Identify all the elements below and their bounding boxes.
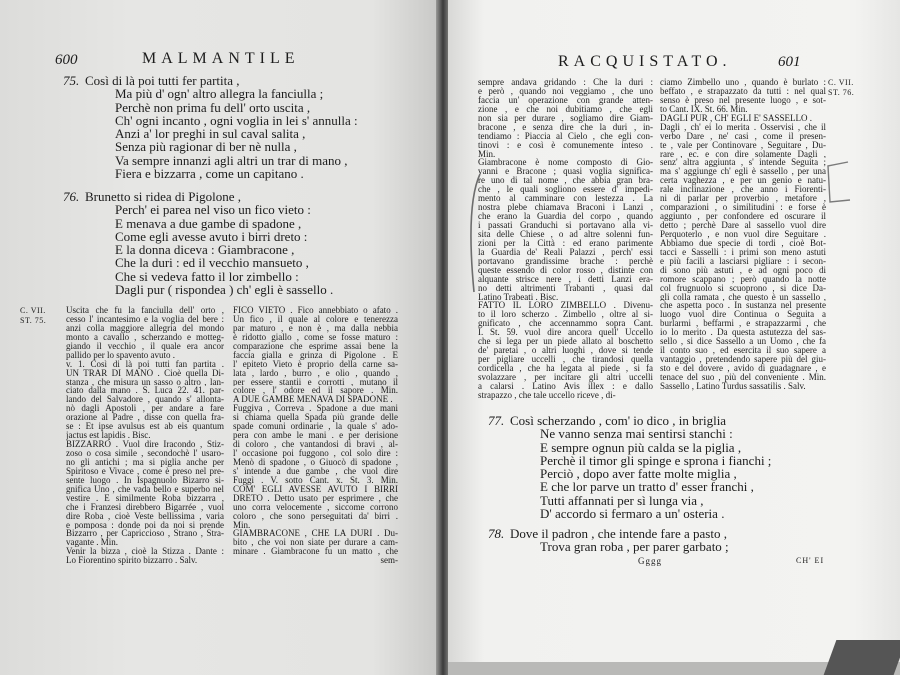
margin-ref-stanza: ST. 75. <box>20 316 47 325</box>
signature-mark: Gggg <box>638 556 662 566</box>
note-line: Spiritoso e Vivace , come è preso nel pre- <box>66 466 224 476</box>
note-line: il conto suo , ed esercita il suo sapere a <box>660 346 826 356</box>
note-line: to il loro scherzo . Zimbello , oltre al si- <box>478 310 653 320</box>
verse-line: Che la duri : ed il vecchio mansueto , <box>115 255 309 271</box>
stanza-77 <box>488 413 772 522</box>
note-line: Latino Trabeati . Bisc. <box>478 292 559 302</box>
note-line: Bizzarro , per Capriccioso , Strano , Stra- <box>66 529 224 539</box>
pencil-margin-mark <box>458 170 488 300</box>
note-line: la Guardia de' Reali Palazzi , perch' essi <box>478 247 653 257</box>
verse-line: Così di là poi tutti fer partita , <box>85 73 240 88</box>
note-line: tacci e Sasselli : i primi son meno astuti <box>660 247 826 257</box>
margin-ref-canto: C. VII. <box>20 306 46 315</box>
note-line: comparazione che esprime assai bene la <box>233 341 398 351</box>
stanza-number: 77. <box>488 413 505 428</box>
note-line: nostra plebe chiamava Braconi i Lanzi , <box>478 203 653 213</box>
verse-line: Così scherzando , com' io dico , in briglia <box>510 413 727 428</box>
note-line: non sia per durare , sogliamo dire Giam- <box>478 113 653 123</box>
note-line: che aspetta poco . In sustanza nel presente <box>660 301 826 311</box>
note-line: Uscita che fu la fanciulla dell' orto , <box>66 306 224 315</box>
note-line: A DUE GAMBE MENAVA DI SPADONE . <box>233 395 393 405</box>
note-line: tendiamo : Piaccia al Cielo , che egli con- <box>478 131 653 141</box>
note-line: sello , si dice Sassello a un Uomo , che fa <box>660 337 826 347</box>
note-line: DAGLI PUR , CH' EGLI E' SASSELLO . <box>660 113 812 123</box>
left-page <box>0 0 438 675</box>
note-line: dire Roba , cioè Veste bellissima , varia <box>66 511 224 521</box>
dark-object-corner <box>824 640 900 675</box>
note-line: per essere stantii e corrotti , mutano il <box>233 377 398 387</box>
note-line: ni di parlar per proverbio , metafore , <box>660 194 826 204</box>
note-line: no detti altrimenti Trabanti , quasi dal <box>478 283 653 293</box>
note-line: vestire . E similmente Roba bizzarra , <box>66 493 224 503</box>
note-line: cesso l' incantesimo e la voglia del bere : <box>66 314 224 324</box>
note-line: Sassello , Latino Turdus sassatilis . Salv. <box>660 381 806 391</box>
note-line: jactus est lapidis . Bisc. <box>66 431 151 441</box>
note-line: si chiama quella Spada più grande delle <box>233 413 398 423</box>
note-line: s' intende a due gambe , che vuol dire <box>233 466 398 476</box>
note-line: monto a cavallo , scherzando e motteg- <box>66 332 224 342</box>
note-line: Giambracone è nome composto di Gio- <box>478 158 653 168</box>
verse-line: Come egli avesse avuto i birri dreto : <box>115 228 308 244</box>
note-line: portavano grandissime brache : perchè <box>478 256 653 266</box>
note-line: faccia un' operazione con grande atten- <box>478 95 653 105</box>
note-line: strapazzo , che tale uccello riceve , di- <box>478 390 616 400</box>
note-line: pallido per lo spavento avuto . <box>66 350 175 360</box>
note-line: zioni per la Città : ed erano parimente <box>478 238 653 248</box>
note-line: Min. <box>478 149 496 159</box>
verse-line: Va sempre innanzi agli altri un trar di mano , <box>115 152 348 168</box>
running-head: MALMANTILE <box>142 50 300 67</box>
note-line: che i Franzesi direbbero Bigarrée , vuol <box>66 502 224 512</box>
stanza-number: 75. <box>63 73 80 88</box>
note-line: Dagli , ch' ei lo merita . Osservisi , che il <box>660 122 826 132</box>
note-line: COM' EGLI AVESSE AVUTO I BIRRI <box>233 484 398 494</box>
note-line: stanza , che misura un sasso o altro , lan- <box>66 377 224 387</box>
note-line: ma s' aggiunge ch' egli è sassello , per una <box>660 167 826 177</box>
note-line: detto ; perchè Dare al sassello vuol dire <box>660 221 826 230</box>
note-line: GIAMBRACONE , CHE LA DURI . Du- <box>233 529 398 539</box>
note-line: l' occasione poi fuggono , col solo dire : <box>233 449 398 458</box>
note-line: gli colla ramata , che questo è un sassello , <box>660 292 826 302</box>
note-line: spade comuni ordinarie , la quale s' ado- <box>233 422 398 432</box>
note-line: e più facili a lasciarsi pigliare : i secon- <box>660 256 826 266</box>
note-line: beffato , e strapazzato da tutti : nel qual <box>660 86 826 96</box>
pencil-bracket-mark <box>818 158 858 208</box>
note-line: faccia gialla e grinza di Pigolone . E <box>233 350 398 360</box>
note-line: Venir la bizza , cioè la Stizza . Dante : <box>66 547 224 557</box>
margin-ref-stanza: ST. 76. <box>828 88 855 97</box>
note-line: sita delle Chiese , o ad altre solenni fun- <box>478 229 653 239</box>
note-line: l' epiteto Vieto è proprio della carne sa- <box>233 359 398 369</box>
note-line: minare . Giambracone fu un matto , che <box>233 547 398 557</box>
note-line: anzi colla maggiore allegria del mondo <box>66 323 224 333</box>
note-line: a calarsi . Latino Avis illex : e dallo <box>478 381 653 391</box>
note-line: burlarmi , beffarmi , e strapazzarmi , che <box>660 319 826 329</box>
note-line: gnificato , che accennammo sopra Cant. <box>478 319 653 329</box>
note-line: i passati Granduchi si portavano alla vi- <box>478 221 653 230</box>
note-line: certa vaghezza , e per un genio e natu- <box>660 176 826 186</box>
note-line: de' paretai , o altri luoghi , dove si tende <box>478 346 653 356</box>
stanza-75 <box>63 73 358 182</box>
notes-column-1 <box>478 78 653 400</box>
verse-line: D' accordo si fermaro a un' osteria . <box>540 506 725 522</box>
note-line: cordicella , che ha legata al piede , si fa <box>478 364 653 373</box>
note-line: alquante strisce nere , i detti Lanzi era- <box>478 274 653 284</box>
note-line: zoso o cosa simile , secondochè l' usaro- <box>66 449 224 458</box>
note-line: sente luogo . In Ispagnuolo Bizarro si- <box>66 475 224 485</box>
note-line: Lo Fiorentino spirito bizzarro . Salv. <box>66 556 198 566</box>
verse-line: Brunetto si ridea di Pigolone , <box>85 189 241 204</box>
note-line: Fuggiva , Correva . Spadone a due mani <box>233 404 398 414</box>
note-line: giando il vecchio , il quale era ancor <box>66 341 224 351</box>
note-line: v. 1. Così di là poi tutti fan partita . <box>66 359 224 369</box>
catchword: CH' EI <box>796 556 825 565</box>
verse-line: Che si vedeva fatto il lor zimbello : <box>115 268 299 284</box>
right-page <box>448 0 900 662</box>
page-number: 601 <box>778 54 801 70</box>
stanza-78 <box>488 526 729 555</box>
note-line: tenace del suo , più del conveniente . Min. <box>660 372 826 382</box>
note-line: Min. <box>233 520 251 530</box>
note-line: te , vale per Continovare , Seguitare , Du- <box>660 140 826 150</box>
stanza-number: 76. <box>63 189 80 204</box>
margin-reference <box>20 306 46 326</box>
note-line: rale inclinazione , che anno i Fiorenti- <box>660 185 826 195</box>
verse-line: Ma più d' ogn' altro allegra la fanciulla ; <box>115 86 324 102</box>
running-head: RACQUISTATO. <box>558 53 732 70</box>
note-line: lando del Salvadore , quando s' allonta- <box>66 395 224 405</box>
note-line: coloro , che sono perseguitati da' birri . <box>233 511 398 521</box>
note-line: to Cant. IX. St. 66. Min. <box>660 104 748 114</box>
note-line: DRETO . Detto usato per esprimere , che <box>233 493 398 503</box>
verse-line: Perchè il timor gli spinge e sprona i fianchi ; <box>540 452 772 468</box>
note-line: di coloro , che vantandosi di bravi , al- <box>233 440 398 449</box>
note-line: re uno di tal nome , che abbia gran bra- <box>478 176 653 186</box>
note-line: Perquoterlo , e non vuol dire Seguitare . <box>660 229 826 239</box>
verse-line: E la donna diceva : Giambracone , <box>115 242 295 258</box>
note-line: FICO VIETO . Fico annebbiato o afato . <box>233 306 398 315</box>
verse-line: E menava a due gambe di spadone , <box>115 215 302 231</box>
note-line: I. St. 59. vuol dire ancora quell' Uccello <box>478 328 653 338</box>
verse-line: Perciò , dopo aver fatte molte miglia , <box>540 466 737 482</box>
verse-line: Dagli pur ( rispondea ) ch' egli è sassello . <box>115 282 334 298</box>
stanza-76 <box>63 189 334 298</box>
verse-line: Senza più ragionar di ber nè nulla , <box>115 139 297 155</box>
note-line: queste essendo di color rosso , distinte con <box>478 265 653 275</box>
note-line: tinovi : e così è comunemente inteso . <box>478 140 653 150</box>
note-line: col frugnuolo si scuoprono , si dice Da- <box>660 283 826 293</box>
note-line: nò dagli Apostoli , per andare a fare <box>66 404 224 414</box>
note-line: bracone , e senza dire che la duri , in- <box>478 122 653 132</box>
note-line: e però , quando noi veggiamo , che uno <box>478 86 653 96</box>
note-line: orazione al Padre , disse con quella fra- <box>66 413 224 423</box>
note-line: è ridotto giallo , come se fosse maturo : <box>233 332 398 342</box>
verse-line: Perchè non prima fu dell' orto uscita , <box>115 99 311 115</box>
note-line: che si lega per un piede allato al boschetto <box>478 337 653 347</box>
verse-line: Tutti affannati per sì lunga via , <box>540 492 704 508</box>
note-line: e pomposa : donde poi da noi si prende <box>66 520 224 530</box>
verse-line: Anzi a' lor preghi in sul caval salita , <box>115 126 306 142</box>
note-line: uno corra velocemente , siccome corrono <box>233 502 398 512</box>
verse-line: Trova gran roba , per parer garbato ; <box>540 539 729 555</box>
note-line: Fuggì . V. sotto Cant. x. St. 3. Min. <box>233 475 398 485</box>
note-line: colore , l' odore ed il sapore . Min. <box>233 386 398 396</box>
note-line: BIZZARRO . Vuol dire Iracondo , Stiz- <box>66 440 224 449</box>
note-line: vantaggio , pretendendo sapere più del giu- <box>660 355 826 364</box>
page-number: 600 <box>55 52 78 68</box>
verse-line: Ne vanno senza mai sentirsi stanchi : <box>540 426 733 442</box>
verse-line: Ch' ogni incanto , ogni voglia in lei s' annulla : <box>115 112 358 128</box>
note-line: che erano la Guardia del corpo , quando <box>478 212 653 221</box>
note-line: che , le quali sogliono essere d' impedi- <box>478 185 653 195</box>
verse-line: Perch' ei parea nel viso un fico vieto : <box>115 202 311 218</box>
note-line: senz' altra aggiunta , s' intende Seguita ; <box>660 158 826 168</box>
verse-line: Fiera e bizzarra , come un capitano . <box>115 166 304 182</box>
note-line: FATTO IL LORO ZIMBELLO . Divenu- <box>478 301 653 311</box>
note-line: ciato dalla mano . S. Luca 22. 41. par- <box>66 386 224 396</box>
note-line: sto e del dovere , avido di guadagnare , e <box>660 364 826 373</box>
note-line: senso è preso nel presente luogo , e sot- <box>660 95 826 105</box>
note-line: rare , ec. e con dire solamente Dagli , <box>660 149 826 159</box>
note-line: se : Et ipse avulsus est ab eis quantum <box>66 422 224 432</box>
note-line: sempre andava gridando : Che la duri : <box>478 78 653 87</box>
stanza-number: 78. <box>488 526 505 541</box>
note-line: mento al camminare con lestezza . La <box>478 194 653 204</box>
note-line: aggiunto , per confondere ed oscurare il <box>660 212 826 221</box>
verse-line: E sempre ognun più calda se la piglia , <box>540 439 742 455</box>
note-line: UN TRAR DI MANO . Cioè quella Di- <box>66 368 224 378</box>
note-line: per pigliare uccelli , che tirandosi quella <box>478 355 653 364</box>
note-line: Abbiamo due specie di tordi , cioè Bot- <box>660 238 826 248</box>
note-line: ciamo Zimbello uno , quando è burlato : <box>660 78 826 87</box>
note-line: par maturo , e non è , ma dalla nebbia <box>233 323 398 333</box>
note-line: Un fico , il quale al colore e tenerezza <box>233 314 398 324</box>
margin-ref-canto: C. VII. <box>828 78 854 87</box>
notes-column-2 <box>233 306 398 565</box>
note-line: lata , lardo , burro , e olio , quando , <box>233 368 398 378</box>
note-line: comparazioni , o similitudini : e forse è <box>660 203 826 213</box>
note-line: io lo merito . Da questa astutezza del sas- <box>660 328 826 338</box>
margin-reference <box>828 78 854 98</box>
note-line: vagante . Min. <box>66 538 118 548</box>
note-line: zione , e che noi dubitiamo , che egli <box>478 104 653 114</box>
note-line: di sono più astuti , e ad ogni poco di <box>660 265 826 275</box>
note-line: luogo vuol dire Continua o Seguita a <box>660 310 826 320</box>
note-line: Menò di spadone , o Giuocò di spadone , <box>233 457 398 467</box>
note-line: gnifica Uno , che vada bello e superbo nel <box>66 484 224 494</box>
note-line: pera con ambe le mani . e per derisione <box>233 431 398 441</box>
verse-line: Dove il padron , che intende fare a pasto , <box>510 526 727 541</box>
notes-column-2 <box>660 78 826 391</box>
verse-line: E che lor parve un tratto d' esser franchi , <box>540 479 754 495</box>
note-line: romore scappano ; però quando la notte <box>660 274 826 284</box>
notes-column-1 <box>66 306 224 565</box>
note-line: sem- <box>380 556 398 566</box>
note-line: bito , che voi non siate per durare a cam- <box>233 538 398 548</box>
note-line: svolazzare , per incitare gli altri uccelli <box>478 372 653 382</box>
note-line: vanni e Bracone ; quasi voglia significa- <box>478 167 653 177</box>
note-line: verbo Dare , ne' casi , come il presen- <box>660 131 826 141</box>
note-line: no gli antichi ; ma si piglia anche per <box>66 457 224 467</box>
